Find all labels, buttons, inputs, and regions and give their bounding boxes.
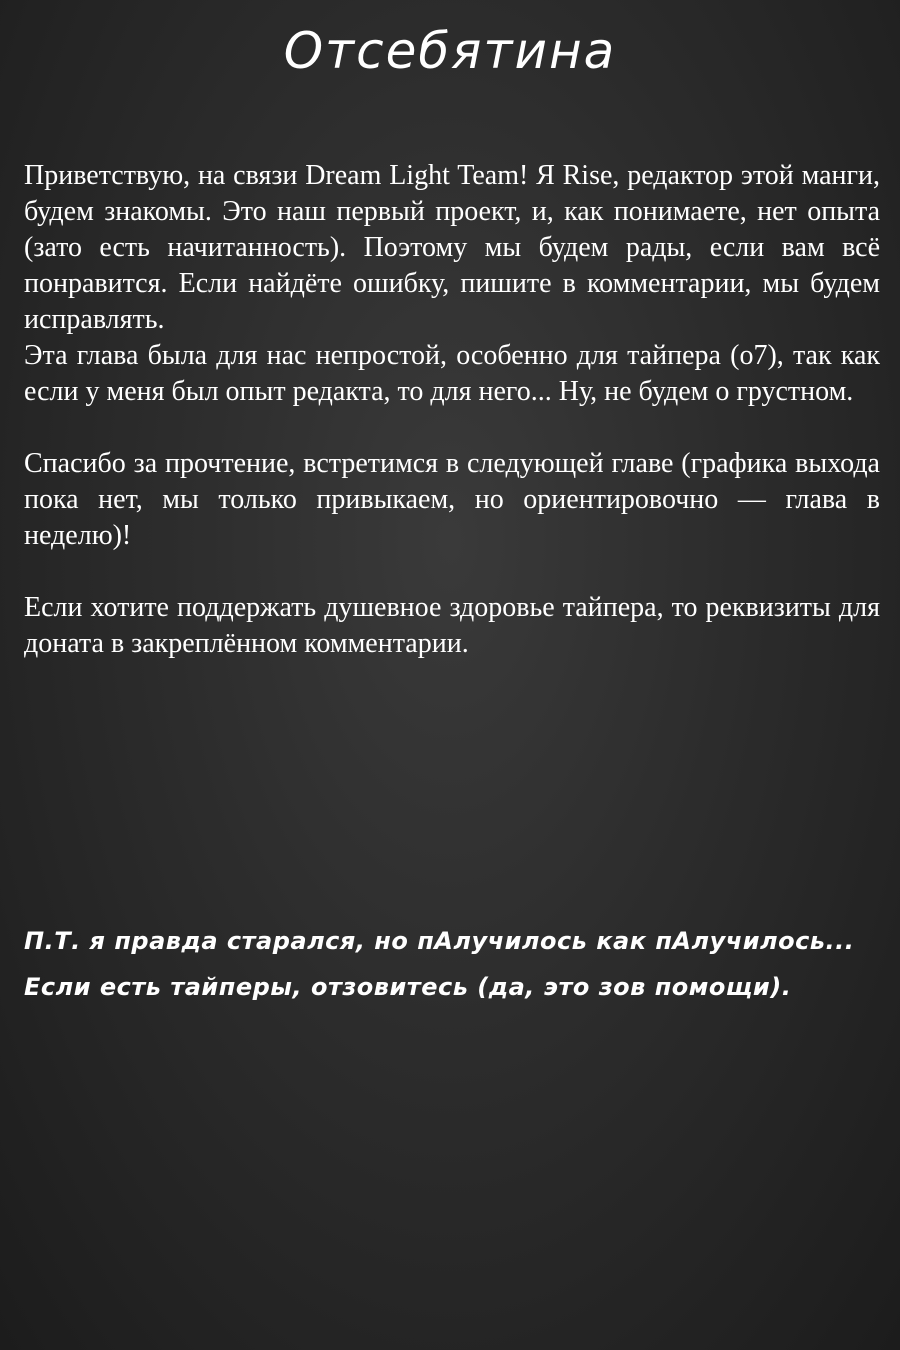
paragraph-spacer [24,554,880,590]
paragraph-greeting: Приветствую, на связи Dream Light Team! Я Rise, редактор этой манги, будем знакомы. Это наш первый проект, и, как понимаете, нет опыта (зато есть начитанность). Поэтому мы будем рады, если вам всё понравится. Если найдёте ошибку, пишите в комментарии, мы будем исправлять. [24,160,880,335]
paragraph-spacer [24,410,880,446]
postscript-line: П.Т. я правда старался, но пАлучилось как пАлучилось... [24,927,855,955]
note-body [24,158,880,662]
postscript [24,918,884,1010]
postscript-line: Если есть тайперы, отзовитесь (да, это зов помощи). [24,973,792,1001]
paragraph-donate: Если хотите поддержать душевное здоровье тайпера, то реквизиты для доната в закреплённом комментарии. [24,592,880,659]
page-title: Отсебятина [283,22,617,80]
paragraph-thanks: Спасибо за прочтение, встретимся в следующей главе (графика выхода пока нет, мы только привыкаем, но ориентировочно — глава в неделю)! [24,448,880,551]
paragraph-chapter: Эта глава была для нас непростой, особенно для тайпера (о7), так как если у меня был опыт редакта, то для него... Ну, не будем о грустном. [24,340,880,407]
